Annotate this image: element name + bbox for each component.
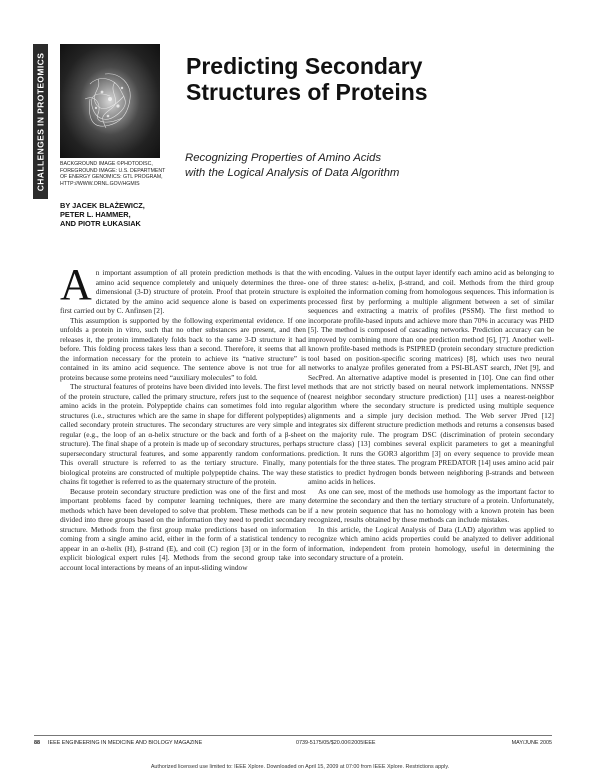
section-tab <box>33 44 48 199</box>
drop-cap: A <box>60 260 92 309</box>
title-line: Predicting Secondary <box>186 53 423 79</box>
body-column-left <box>60 260 306 572</box>
body-paragraph: Because protein secondary structure prediction was one of the first and most important problems faced by computer learning techniques, there are many methods which have been developed to solve that problem. These methods can be divided into three groups based on the information they need to predict secondary structure. Methods from the first group make predictions based on information coming from a single amino acid, either in the form of a statistical tendency to appear in an α-helix (H), β-strand (E), and coil (C) region [3] or in the form of explicit biological expert rules [4]. Methods from the second group take into account local interactions by means of an input-sliding window <box>60 486 306 572</box>
section-tab-label: CHALLENGES IN PROTEOMICS <box>35 52 46 191</box>
body-paragraph: The structural features of proteins have been divided into levels. The first level of the protein structure, called the primary structure, refers just to the sequence of amino acids in the protein. Polypeptide chains can sometimes fold into regular structures (i.e., structures which are the same in shape for different polypeptides) called secondary protein structures. The secondary structures are very simple and regular (e.g., the loop of an α-helix structure or the back and forth of a β-sheet structure). The final shape of a protein is made up of secondary structures, perhaps supersecondary structural features, and some apparently random conformations. This overall structure is referred to as the tertiary structure. Finally, many biological proteins are constructed of multiple polypeptide chains. The way these chains fit together is referred to as the quaternary structure of the protein. <box>60 382 306 486</box>
protein-structure-illustration <box>60 44 160 158</box>
body-paragraph: with encoding. Values in the output layer identify each amino acid as belonging to one of three states: α-helix, β-strand, and coil. Methods from the third group exploited the information coming from homologous sequences. This information is processed first by performing a multiple alignment between a set of similar sequences and extracting a matrix of profiles (PSSM). The first method to incorporate profile-based inputs and achieve more than 70% in accuracy was PHD [5]. The method is composed of cascading networks. Prediction accuracy can be improved by combining more than one prediction method [6], [7]. Another well-known profile-based methods is PSIPRED (protein secondary structure prediction tool based on position-specific scoring matrices) [8], which uses two neural networks to analyze profiles generated from a PSI-BLAST search, JNet [9], and SecPred. An alternative adaptive model is presented in [10]. One can find other methods that are not strictly based on neural network implementations. NNSSP (nearest neighbor secondary structure prediction) [11] uses a nearest-neighbor algorithm where the secondary structure is predicted using multiple sequence alignments and a simple jury decision method. The Web server JPred [12] integrates six different structure prediction methods and returns a consensus based on the majority rule. The program DSC (discrimination of protein secondary structure class) [13] combines several explicit parameters to get a meaningful prediction. It runs the GOR3 algorithm [3] on every sequence to provide mean potentials for the three states. The program PREDATOR [14] uses amino acid pair statistics to predict hydrogen bonds between neighboring β-strands and between amino acids in helices. <box>308 268 554 486</box>
hero-image <box>60 44 160 158</box>
footer-divider <box>34 735 552 736</box>
body-paragraph: This assumption is supported by the following experimental evidence. If one unfolds a protein in vitro, such that no other substances are present, and then releases it, the protein immediately folds back to the same 3-D structure it had before. This folding process takes less than a second. Therefore, it seems that all the information necessary for the protein to achieve its “native structure” is contained in its amino acid sequence. The sentence above is not true for all proteins because some proteins need “auxiliary molecules” to fold. <box>60 315 306 382</box>
issue-date: MAY/JUNE 2005 <box>511 740 552 746</box>
issn-code: 0739-5175/05/$20.00©2005IEEE <box>296 740 376 746</box>
author-byline <box>60 201 180 228</box>
body-column-right <box>308 268 554 563</box>
image-credit: BACKGROUND IMAGE ©PHOTODISC, FOREGROUND IMAGE: U.S. DEPARTMENT OF ENERGY GENOMICS: GTL PROGRAM, HTTP://WWW.ORNL.GOV/HGMIS <box>60 161 166 187</box>
body-paragraph: In this article, the Logical Analysis of Data (LAD) algorithm was applied to recognize which amino acids properties could be analyzed to deliver additional information, independent from protein homology, useful in determining the secondary structure of a protein. <box>308 524 554 562</box>
magazine-name: IEEE ENGINEERING IN MEDICINE AND BIOLOGY MAGAZINE <box>48 740 203 746</box>
body-paragraph: As one can see, most of the methods use homology as the important factor to determine the secondary and then the tertiary structure of a protein. Unfortunately, if a new protein sequence that has no homology with a known protein has been recognized, results obtained by these methods can include mistakes. <box>308 486 554 524</box>
title-line: Structures of Proteins <box>186 79 428 105</box>
subtitle-line: with the Logical Analysis of Data Algorithm <box>185 167 400 179</box>
author-line: PETER L. HAMMER, <box>60 210 131 219</box>
page-number: 88 <box>34 740 40 746</box>
author-line: BY JACEK BLAŻEWICZ, <box>60 201 145 210</box>
subtitle-line: Recognizing Properties of Amino Acids <box>185 152 382 164</box>
article-title <box>186 53 556 105</box>
license-notice: Authorized licensed use limited to: IEEE Xplore. Downloaded on April 15, 2009 at 07:00 from IEEE Xplore. Restrictions apply. <box>150 764 450 770</box>
page-footer <box>34 738 552 748</box>
body-paragraph: An important assumption of all protein prediction methods is that the amino acid sequence completely and uniquely determines the three-dimensional (3-D) structure of protein. Proof that protein structure is dictated by the amino acid sequence alone is based on experiments first carried out by C. Anfinsen [2]. <box>60 260 306 315</box>
article-subtitle <box>185 151 515 181</box>
author-line: AND PIOTR ŁUKASIAK <box>60 219 141 228</box>
